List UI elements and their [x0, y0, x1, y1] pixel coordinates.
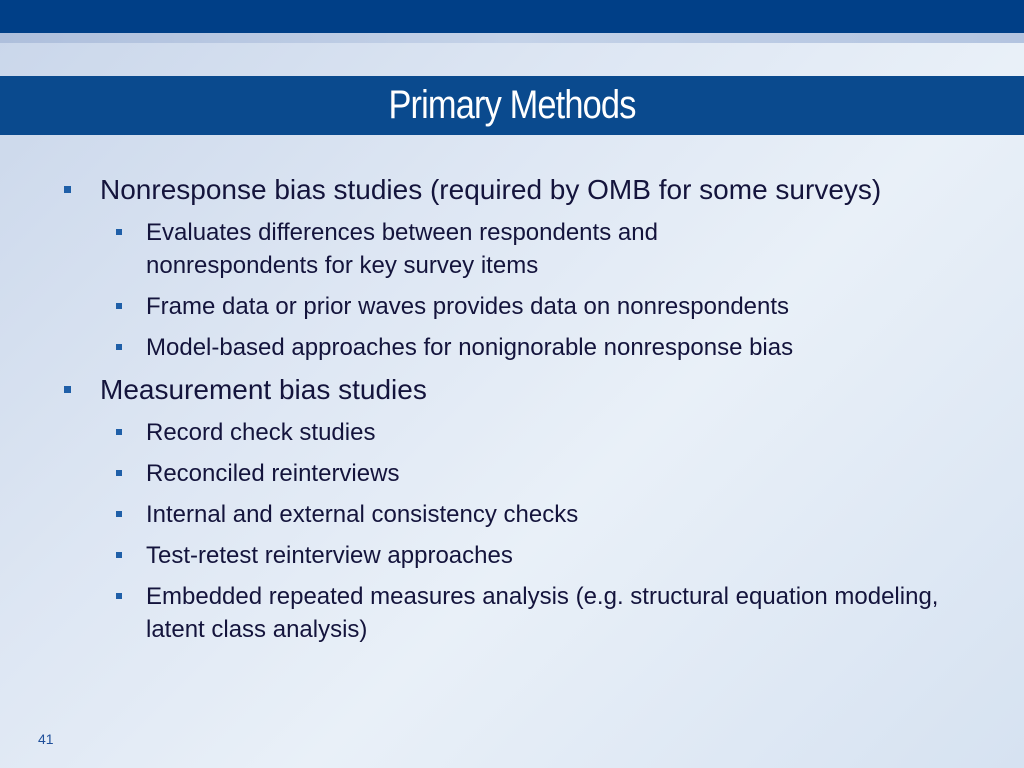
bullet-text: Measurement bias studies [100, 374, 427, 405]
square-bullet-icon [116, 593, 122, 599]
sub-bullet-item [100, 416, 980, 449]
square-bullet-icon [116, 470, 122, 476]
sub-bullet-item [100, 331, 980, 364]
sub-bullet-item [100, 216, 786, 282]
slide-title: Primary Methods [388, 83, 636, 127]
bullet-text: Nonresponse bias studies (required by OMB for some surveys) [100, 174, 882, 205]
square-bullet-icon [116, 429, 122, 435]
square-bullet-icon [64, 386, 71, 393]
sub-bullet-text: Model-based approaches for nonignorable nonresponse bias [146, 334, 794, 361]
sub-bullet-text: Record check studies [146, 419, 376, 446]
top-banner-stripe [0, 33, 1024, 43]
square-bullet-icon [116, 511, 122, 517]
sub-bullet-text: Evaluates differences between respondents and nonrespondents for key survey items [146, 219, 658, 279]
square-bullet-icon [64, 186, 71, 193]
sub-bullet-item [100, 290, 980, 323]
sub-bullet-item [100, 580, 980, 646]
square-bullet-icon [116, 344, 122, 350]
top-banner [0, 0, 1024, 33]
sub-bullet-text: Embedded repeated measures analysis (e.g. structural equation modeling, latent class analysis) [146, 583, 939, 643]
square-bullet-icon [116, 303, 122, 309]
square-bullet-icon [116, 229, 122, 235]
bullet-item [60, 372, 980, 408]
square-bullet-icon [116, 552, 122, 558]
page-number: 41 [38, 731, 54, 747]
sub-bullet-text: Frame data or prior waves provides data on nonrespondents [146, 293, 790, 320]
sub-bullet-text: Internal and external consistency checks [146, 501, 579, 528]
sub-bullet-text: Reconciled reinterviews [146, 460, 400, 487]
sub-bullet-text: Test-retest reinterview approaches [146, 542, 513, 569]
sub-bullet-item [100, 539, 980, 572]
bullet-item [60, 172, 980, 208]
sub-bullet-item [100, 457, 980, 490]
sub-bullet-item [100, 498, 980, 531]
slide-content [60, 172, 980, 654]
